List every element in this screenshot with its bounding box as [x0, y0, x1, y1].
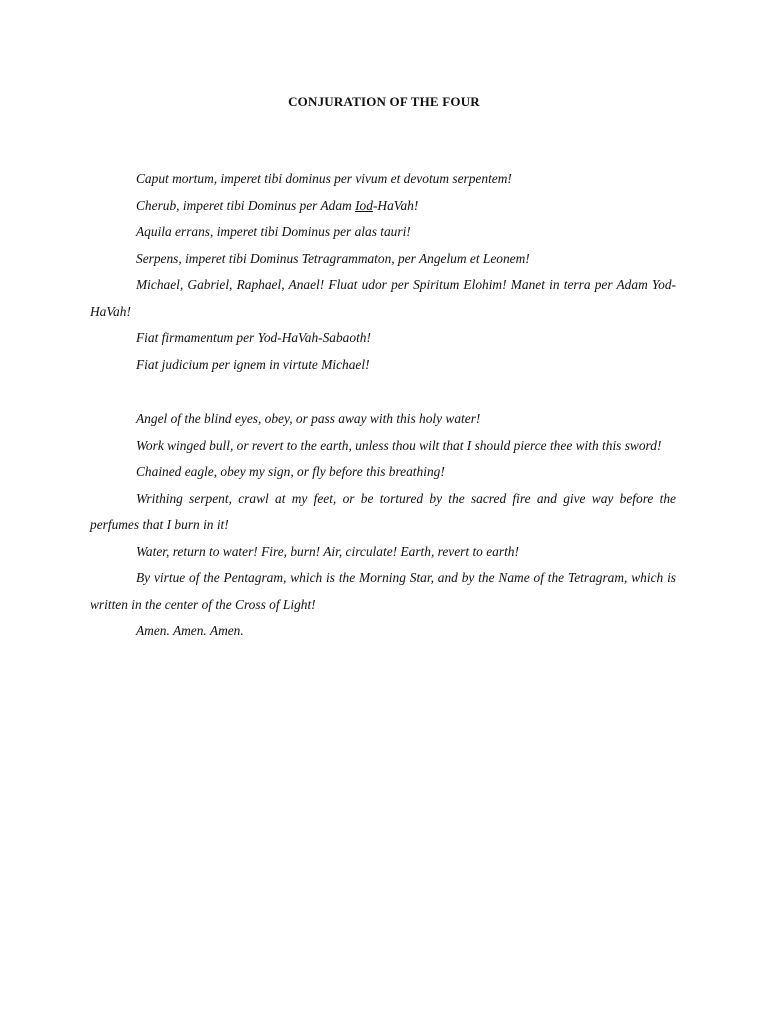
paragraph: Water, return to water! Fire, burn! Air, circulate! Earth, revert to earth!	[136, 543, 519, 559]
conjuration-latin-block	[90, 166, 676, 378]
conjuration-english-block	[90, 406, 676, 645]
paragraph: Michael, Gabriel, Raphael, Anael! Fluat udor per Spiritum Elohim! Manet in terra per Adam Yod-HaVah!	[90, 277, 676, 319]
paragraph	[90, 193, 676, 220]
paragraph-text: -HaVah!	[372, 197, 419, 213]
paragraph: Fiat judicium per ignem in virtute Michael!	[136, 356, 370, 372]
document-title: CONJURATION OF THE FOUR	[288, 94, 480, 109]
paragraph: Angel of the blind eyes, obey, or pass away with this holy water!	[136, 411, 481, 426]
paragraph: By virtue of the Pentagram, which is the Morning Star, and by the Name of the Tetragram, which is written in the center of the Cross of Light!	[90, 570, 676, 612]
paragraph: Writhing serpent, crawl at my feet, or be tortured by the sacred fire and give way before the perfumes that I burn in it!	[90, 490, 676, 532]
paragraph: Serpens, imperet tibi Dominus Tetragrammaton, per Angelum et Leonem!	[136, 250, 530, 266]
paragraph: Work winged bull, or revert to the earth, unless thou wilt that I should pierce thee with this sword!	[136, 437, 662, 453]
paragraph: Caput mortum, imperet tibi dominus per vivum et devotum serpentem!	[136, 171, 512, 186]
paragraph-text: Cherub, imperet tibi Dominus per Adam	[136, 197, 356, 213]
paragraph: Aquila errans, imperet tibi Dominus per alas tauri!	[136, 224, 411, 239]
underlined-word: Iod	[355, 197, 373, 213]
paragraph: Fiat firmamentum per Yod-HaVah-Sabaoth!	[136, 330, 371, 345]
paragraph: Chained eagle, obey my sign, or fly before this breathing!	[136, 464, 445, 479]
paragraph: Amen. Amen. Amen.	[136, 623, 244, 638]
